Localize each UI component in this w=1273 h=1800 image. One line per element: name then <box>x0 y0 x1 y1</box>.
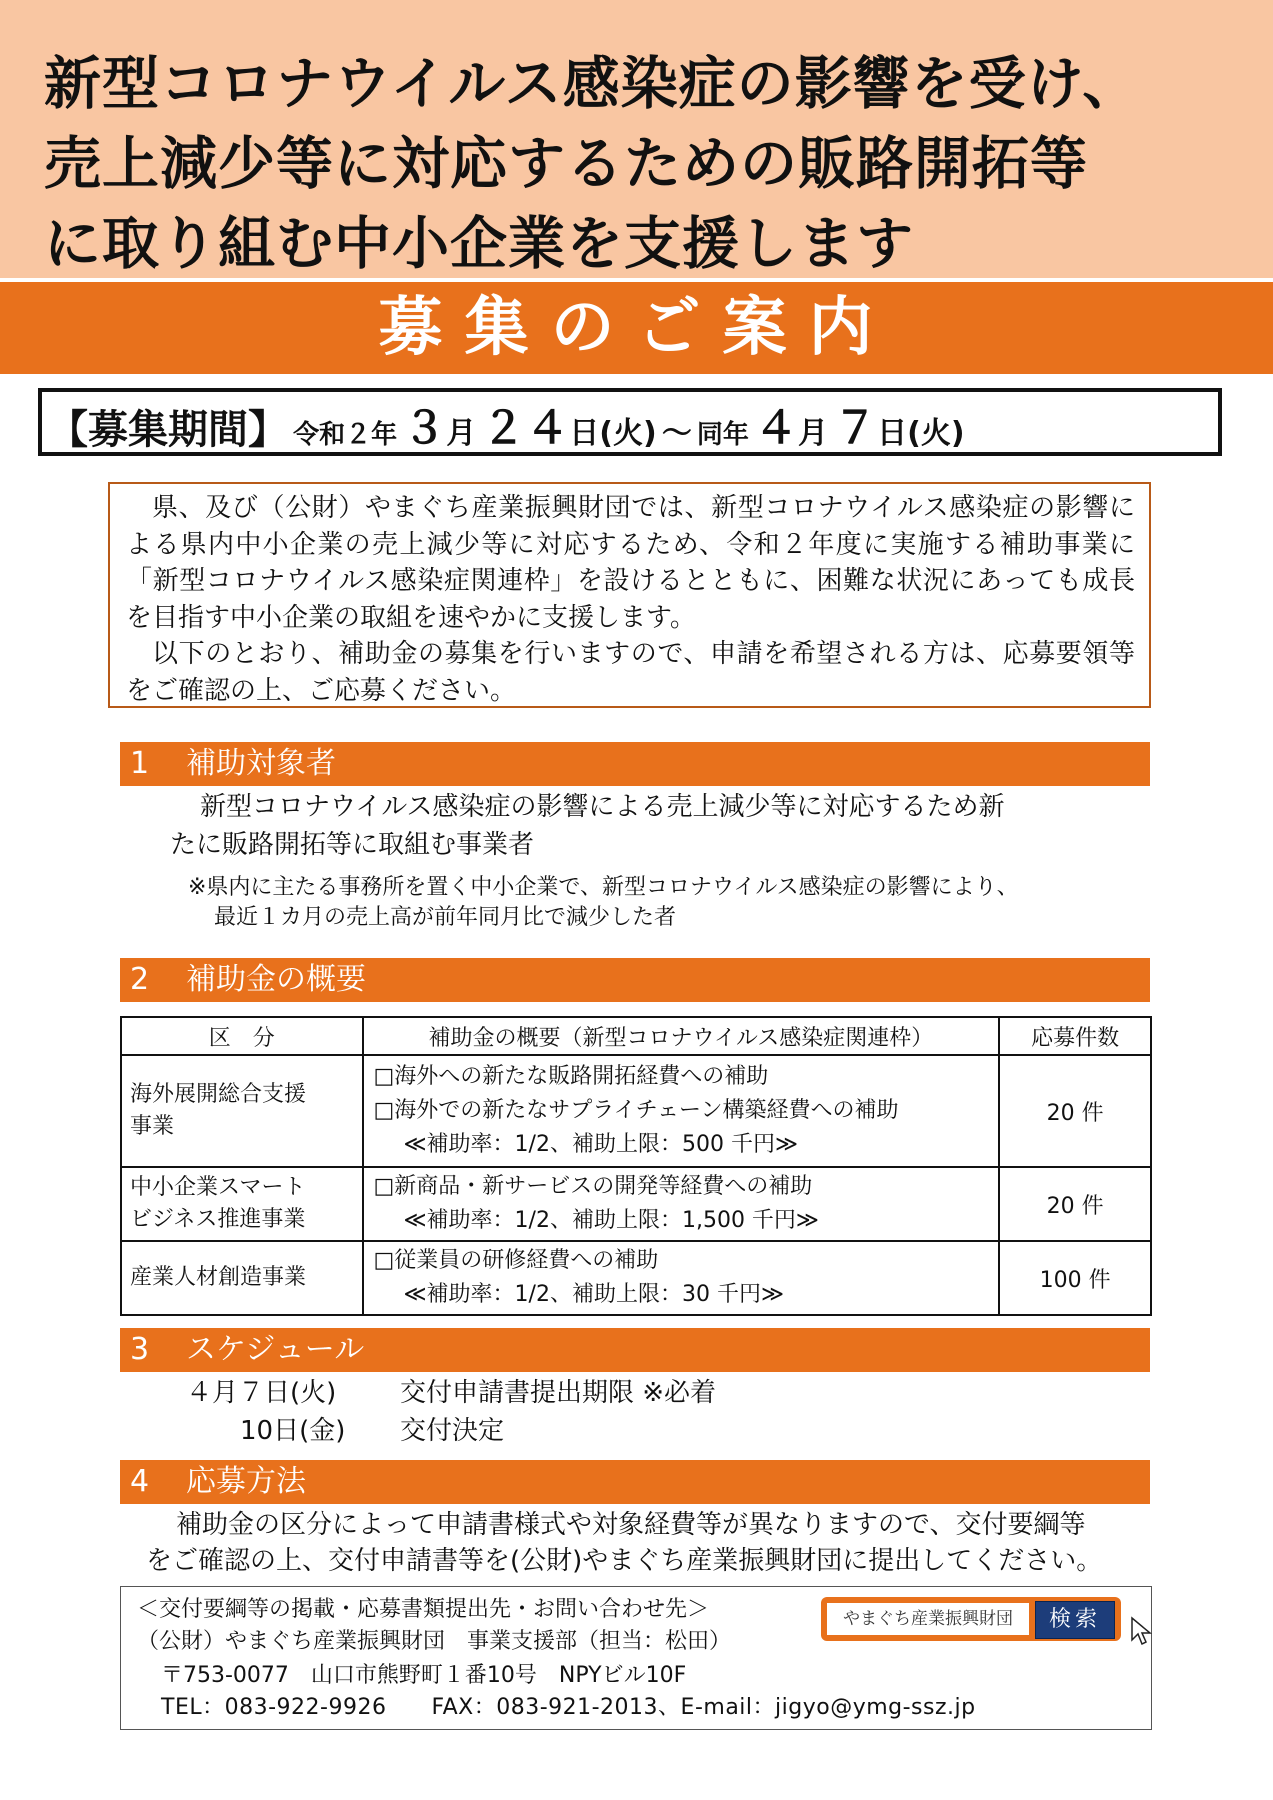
row-3-rate: ≪補助率：1/2、補助上限：30 千円≫ <box>403 1282 784 1307</box>
contact-phones: TEL：083-922-9926 FAX：083-921-2013、E-mail：jigyo@ymg-ssz.jp <box>161 1695 976 1720</box>
schedule-date-1: ４月７日(火) <box>186 1378 337 1408</box>
recruitment-period <box>38 388 1222 456</box>
row-2-category-line-1: 中小企業スマート <box>130 1175 306 1200</box>
title-line-2: 売上減少等に対応するための販路開拓等 <box>44 131 1088 197</box>
section-2-number: 2 <box>130 962 150 997</box>
schedule-date-2: 10日(金) <box>240 1416 346 1446</box>
intro-paragraph-2: 以下のとおり、補助金の募集を行いますので、申請を希望される方は、応募要領等をご確認の上、ご応募ください。 <box>126 639 1135 706</box>
row-1-category-line-2: 事業 <box>130 1114 175 1139</box>
section-4-number: 4 <box>130 1464 150 1499</box>
subsidy-summary-table <box>120 1016 1152 1316</box>
section-1-line-1: 新型コロナウイルス感染症の影響による売上減少等に対応するため新 <box>200 792 1005 822</box>
section-3-number: 3 <box>130 1332 150 1367</box>
period-start-weekday: (火) <box>599 416 657 451</box>
intro-box <box>108 482 1151 708</box>
row-1-item-1: □海外への新たな販路開拓経費への補助 <box>373 1064 769 1089</box>
section-1-note-1: ※県内に主たる事務所を置く中小企業で、新型コロナウイルス感染症の影響により、 <box>188 875 1019 900</box>
period-end-day-unit: 日 <box>877 416 908 451</box>
section-1-line-2: たに販路開拓等に取組む事業者 <box>170 830 535 860</box>
period-start-day: ２４ <box>481 403 570 454</box>
section-4-line-1: 補助金の区分によって申請書様式や対象経費等が異なりますので、交付要綱等 <box>176 1510 1086 1540</box>
row-1-count: 20 件 <box>999 1055 1151 1167</box>
period-tilde: 〜 <box>661 416 692 451</box>
contact-address: 〒753-0077 山口市熊野町１番10号 NPYビル10F <box>161 1663 687 1688</box>
period-end-month-unit: 月 <box>798 416 829 451</box>
period-month-unit: 月 <box>446 416 477 451</box>
search-input[interactable]: やまぐち産業振興財団 <box>827 1603 1029 1635</box>
row-1-rate: ≪補助率：1/2、補助上限：500 千円≫ <box>403 1132 798 1157</box>
section-3-title: スケジュール <box>186 1332 365 1367</box>
section-4-heading <box>120 1460 1150 1504</box>
row-1-item-2: □海外での新たなサプライチェーン構築経費への補助 <box>373 1098 899 1123</box>
row-2-rate: ≪補助率：1/2、補助上限：1,500 千円≫ <box>403 1208 819 1233</box>
table-row <box>121 1167 1151 1241</box>
row-2-category <box>121 1167 363 1241</box>
intro-paragraph-1: 県、及び（公財）やまぐち産業振興財団では、新型コロナウイルス感染症の影響による県内中小企業の売上減少等に対応するため、令和２年度に実施する補助事業に「新型コロナウイルス感染症関連枠」を設けるとともに、困難な状況にあっても成長を目指す中小企業の取組を速やかに支援します。 <box>126 493 1135 633</box>
section-1-title: 補助対象者 <box>186 746 336 781</box>
header-overview: 補助金の概要（新型コロナウイルス感染症関連枠） <box>363 1017 1000 1055</box>
header-count: 応募件数 <box>999 1017 1151 1055</box>
period-start-month: ３ <box>402 403 447 454</box>
section-2-title: 補助金の概要 <box>186 962 366 997</box>
row-2-description <box>363 1167 1000 1241</box>
page-title <box>44 44 1259 284</box>
period-end-month: ４ <box>754 403 799 454</box>
cursor-icon <box>1130 1616 1156 1648</box>
period-end-weekday: (火) <box>907 416 965 451</box>
row-3-category <box>121 1241 363 1315</box>
table-row <box>121 1241 1151 1315</box>
recruitment-banner: 募集のご案内 <box>0 282 1273 374</box>
row-3-description <box>363 1241 1000 1315</box>
period-day-unit: 日 <box>569 416 600 451</box>
contact-box <box>120 1586 1152 1730</box>
row-1-category <box>121 1055 363 1167</box>
row-2-count: 20 件 <box>999 1167 1151 1241</box>
search-widget <box>821 1597 1121 1641</box>
section-4-title: 応募方法 <box>186 1464 306 1499</box>
title-line-1: 新型コロナウイルス感染症の影響を受け、 <box>44 51 1141 117</box>
contact-org: （公財）やまぐち産業振興財団 事業支援部（担当：松田） <box>137 1629 732 1654</box>
table-header-row <box>121 1017 1151 1055</box>
row-2-category-line-2: ビジネス推進事業 <box>130 1207 306 1232</box>
section-1-number: 1 <box>130 746 150 781</box>
period-label: 【募集期間】 <box>48 407 288 453</box>
section-4-line-2: をご確認の上、交付申請書等を(公財)やまぐち産業振興財団に提出してください。 <box>146 1546 1103 1576</box>
section-3-heading <box>120 1328 1150 1372</box>
period-same-year: 同年 <box>696 420 749 450</box>
row-3-item-1: □従業員の研修経費への補助 <box>373 1248 659 1273</box>
section-2-heading <box>120 958 1150 1002</box>
section-1-note-2: 最近１カ月の売上高が前年同月比で減少した者 <box>214 905 677 930</box>
row-2-item-1: □新商品・新サービスの開発等経費への補助 <box>373 1174 813 1199</box>
row-3-count: 100 件 <box>999 1241 1151 1315</box>
period-era: 令和２年 <box>293 420 398 450</box>
table-row <box>121 1055 1151 1167</box>
schedule-text-2: 交付決定 <box>400 1416 505 1446</box>
header-category: 区 分 <box>121 1017 363 1055</box>
section-1-heading <box>120 742 1150 786</box>
row-3-category-line-1: 産業人材創造事業 <box>130 1265 307 1290</box>
schedule-text-1: 交付申請書提出期限 ※必着 <box>400 1378 717 1408</box>
row-1-category-line-1: 海外展開総合支援 <box>130 1082 307 1107</box>
title-line-3: に取り組む中小企業を支援します <box>44 211 914 277</box>
header-band <box>0 0 1273 278</box>
contact-heading: ＜交付要綱等の掲載・応募書類提出先・お問い合わせ先＞ <box>137 1597 710 1622</box>
row-1-description <box>363 1055 1000 1167</box>
period-end-day: ７ <box>833 403 878 454</box>
search-button[interactable]: 検索 <box>1035 1601 1115 1639</box>
